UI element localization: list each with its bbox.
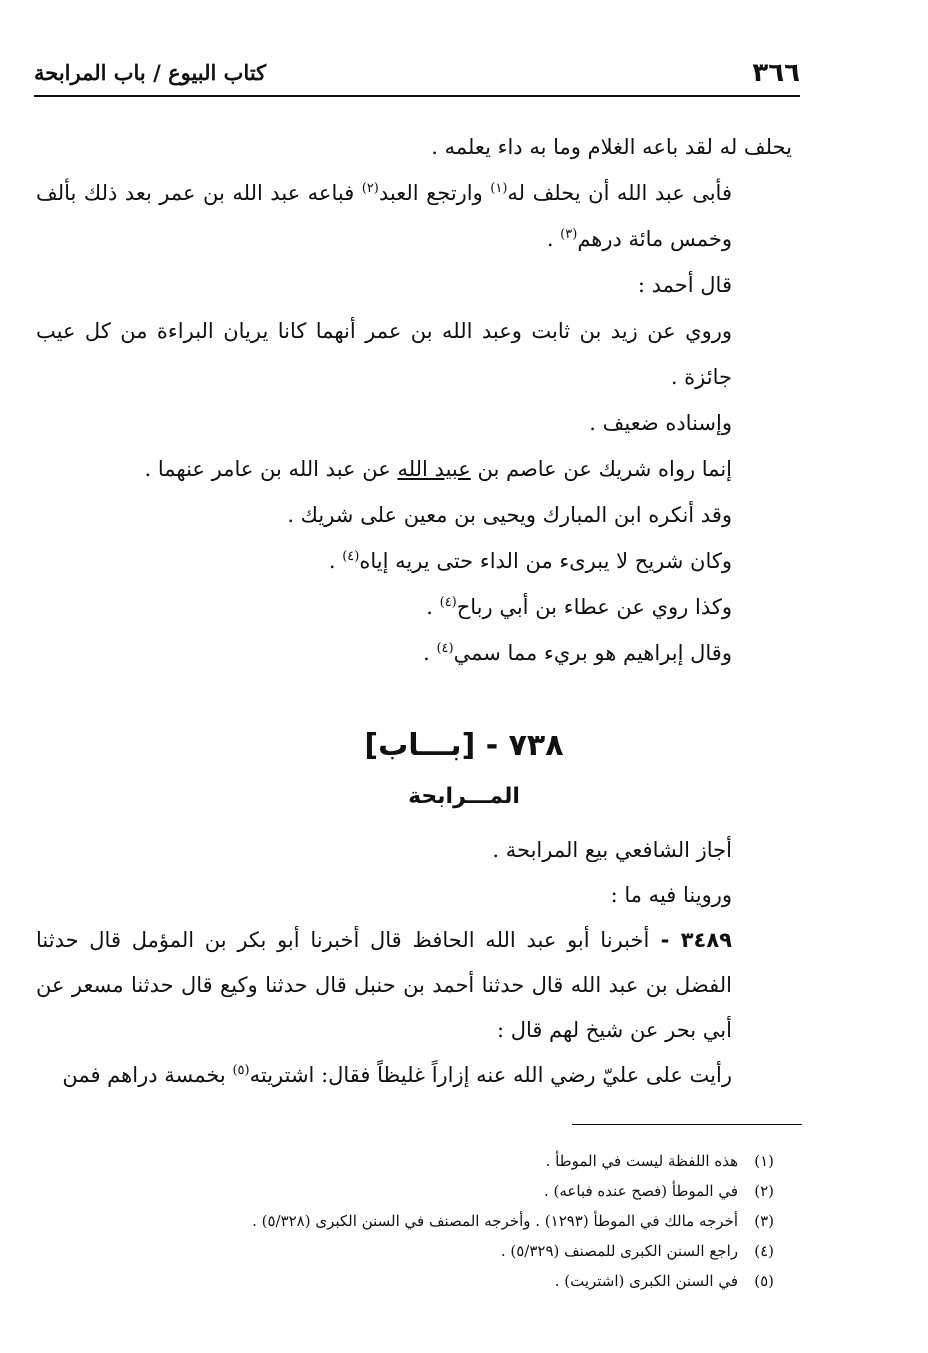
text-line: وكان شريح لا يبرىء من الداء حتى يريه إياه (359, 549, 732, 573)
paragraph (36, 584, 792, 630)
text-line: فأبى عبد الله أن يحلف له (507, 181, 732, 205)
footnote-ref: (٤) (342, 549, 360, 564)
paragraph (36, 1053, 792, 1098)
footnote-item (36, 1266, 792, 1296)
hadith-number: ٣٤٨٩ - (649, 928, 732, 952)
paragraph (36, 828, 792, 873)
paragraph (36, 124, 792, 170)
footnote-text: في السنن الكبرى (اشتريت) . (554, 1272, 738, 1290)
text-line: وكذا روي عن عطاء بن أبي رباح (456, 595, 732, 619)
footnotes (36, 1146, 792, 1296)
hadith-paragraph (36, 918, 792, 1053)
footnote-ref: (٥) (232, 1063, 250, 1078)
paragraph (36, 170, 792, 262)
chapter-text-block (36, 828, 792, 1098)
paragraph (36, 400, 792, 446)
footnote-number: (٥) (754, 1272, 774, 1290)
text-line: فباعه عبد الله بن عمر بعد ذلك بألف وخمس مائة درهم (36, 181, 732, 251)
footnote-number: (١) (754, 1152, 774, 1170)
footnote-number: (٢) (754, 1182, 774, 1200)
page-number: ٣٦٦ (752, 58, 800, 88)
text-line: عن عبد الله بن عامر عنهما . (144, 457, 398, 481)
text-line: إنما رواه شريك عن عاصم بن (470, 457, 732, 481)
page-header (34, 54, 800, 94)
text-line: وارتجع العبد (378, 181, 491, 205)
footnote-item (36, 1176, 792, 1206)
text-line: . (328, 549, 343, 573)
text-line: . (426, 595, 440, 619)
text-line: . (423, 641, 437, 665)
text-line: وروي عن زيد بن ثابت وعبد الله بن عمر أنهما كانا يريان البراءة من كل عيب جائزة . (36, 319, 732, 389)
text-line: يحلف له لقد باعه الغلام وما به داء يعلمه . (431, 135, 792, 159)
footnote-item (36, 1236, 792, 1266)
paragraph (36, 538, 792, 584)
text-line: وروينا فيه ما : (610, 883, 732, 907)
footnote-text: في الموطأ (فصح عنده فباعه) . (544, 1182, 738, 1200)
footnote-text: راجع السنن الكبرى للمصنف (٥/٣٢٩) . (500, 1242, 738, 1260)
text-line: . (546, 227, 561, 251)
text-line: بخمسة دراهم فمن (62, 1063, 233, 1087)
paragraph (36, 262, 792, 308)
footnote-rule (572, 1124, 802, 1125)
paragraph (36, 446, 792, 492)
chapter-heading: ٧٣٨ - [بـــاب] (364, 728, 564, 763)
footnote-ref: (٣) (560, 227, 578, 242)
paragraph (36, 873, 792, 918)
main-text-block (36, 124, 792, 676)
chapter-subtitle: المـــرابحة (408, 784, 520, 809)
text-line: وقال إبراهيم هو بريء مما سمي (453, 641, 732, 665)
text-line: وإسناده ضعيف . (589, 411, 732, 435)
footnote-text: هذه اللفظة ليست في الموطأ . (545, 1152, 738, 1170)
text-line: قال أحمد : (637, 273, 732, 297)
footnote-number: (٣) (754, 1212, 774, 1230)
paragraph (36, 492, 792, 538)
text-line: وقد أنكره ابن المبارك ويحيى بن معين على شريك . (287, 503, 732, 527)
footnote-text: أخرجه مالك في الموطأ (١٢٩٣) . وأخرجه المصنف في السنن الكبرى (٥/٣٢٨) . (252, 1212, 738, 1230)
footnote-ref: (٤) (436, 641, 454, 656)
text-line: أجاز الشافعي بيع المرابحة . (492, 838, 732, 862)
underlined-name: عبيد الله (397, 457, 471, 481)
footnote-number: (٤) (754, 1242, 774, 1260)
running-title: كتاب البيوع / باب المرابحة (34, 60, 267, 85)
text-line: أخبرنا أبو عبد الله الحافظ قال أخبرنا أبو بكر بن المؤمل قال حدثنا الفضل بن عبد الله قال حدثنا أحمد بن حنبل قال حدثنا وكيع قال حدثنا مسعر عن أبي بحر عن شيخ لهم قال : (36, 928, 732, 1042)
paragraph (36, 308, 792, 400)
footnote-ref: (٤) (439, 595, 457, 610)
paragraph (36, 630, 792, 676)
footnote-ref: (١) (490, 181, 508, 196)
footnote-item (36, 1206, 792, 1236)
text-line: رأيت على عليّ رضي الله عنه إزاراً غليظاً فقال: اشتريته (249, 1063, 732, 1087)
footnote-item (36, 1146, 792, 1176)
header-rule (34, 95, 800, 97)
footnote-ref: (٢) (361, 181, 379, 196)
